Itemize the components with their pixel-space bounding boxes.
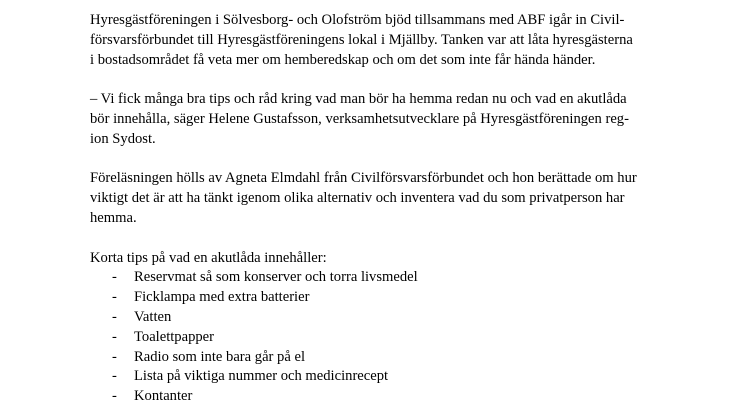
text-line: Hyresgästföreningen i Sölvesborg- och Olofström bjöd tillsammans med ABF igår in Civil- [90, 12, 625, 28]
lecture-paragraph [90, 169, 650, 228]
list-item [90, 268, 650, 288]
dash-bullet: - [112, 388, 117, 405]
text-line: – Vi fick många bra tips och råd kring vad man bör ha hemma redan nu och vad en akutlåda [90, 91, 627, 108]
dash-bullet: - [112, 308, 117, 325]
text-line: försvarsförbundet till Hyresgästföreningens lokal i Mjällby. Tanken var att låta hyresgästerna [90, 31, 633, 48]
text-line: bör innehålla, säger Helene Gustafsson, verksamhetsutvecklare på Hyresgästföreningen reg- [90, 110, 629, 127]
dash-bullet: - [112, 328, 117, 345]
text-line: viktigt det är att ha tänkt igenom olika alternativ och inventera vad du som privatperson har [90, 190, 625, 207]
list-item-text: Radio som inte bara går på el [134, 348, 306, 365]
text-line: ion Sydost. [90, 130, 156, 147]
list-item-text: Ficklampa med extra batterier [134, 289, 310, 306]
list-item [90, 328, 650, 348]
text-line: Föreläsningen hölls av Agneta Elmdahl från Civilförsvarsförbundet och hon berättade om hur [90, 170, 637, 187]
dash-bullet: - [112, 348, 117, 365]
text-line: hemma. [90, 209, 137, 226]
list-item-text: Kontanter [134, 388, 193, 405]
list-item [90, 348, 650, 368]
dash-bullet: - [112, 289, 117, 306]
tips-list [90, 268, 650, 407]
dash-bullet: - [112, 368, 117, 385]
list-item [90, 367, 650, 387]
text-line: i bostadsområdet få veta mer om hemberedskap och om det som inte får hända händer. [90, 51, 596, 68]
list-item-text: Toalettpapper [134, 328, 215, 345]
list-item [90, 308, 650, 328]
list-item [90, 387, 650, 407]
paragraph-spacer [90, 229, 650, 249]
list-item-text: Vatten [134, 308, 172, 325]
paragraph-spacer [90, 70, 650, 90]
list-item-text: Reservmat så som konserver och torra livsmedel [134, 269, 418, 286]
article-body [90, 11, 650, 407]
list-item [90, 288, 650, 308]
paragraph-spacer [90, 150, 650, 170]
list-item-text: Lista på viktiga nummer och medicinrecept [134, 368, 389, 385]
intro-paragraph [90, 11, 650, 70]
list-intro [90, 249, 650, 269]
list-intro-text: Korta tips på vad en akutlåda innehåller: [90, 249, 327, 266]
dash-bullet: - [112, 269, 117, 286]
quote-paragraph [90, 90, 650, 149]
